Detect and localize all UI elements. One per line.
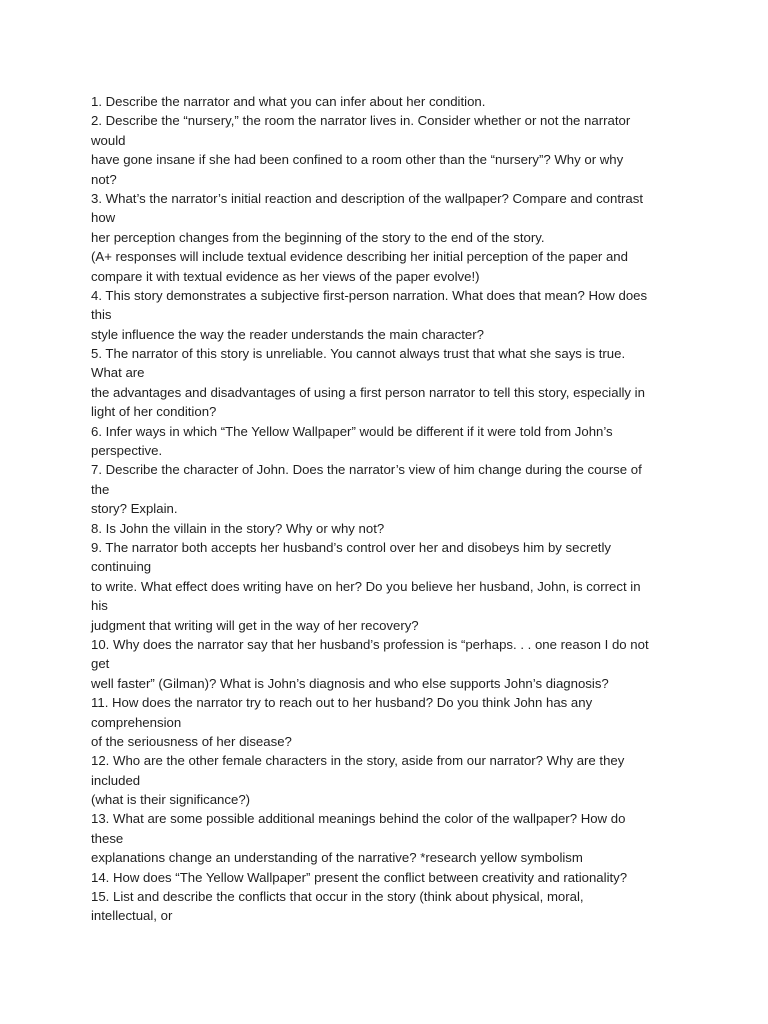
text-line: compare it with textual evidence as her views of the paper evolve!) [91,268,480,284]
text-line: get [91,656,110,672]
text-line: 11. How does the narrator try to reach out to her husband? Do you think John has any [91,695,593,711]
text-line: perspective. [91,443,163,459]
text-line: 9. The narrator both accepts her husband’s control over her and disobeys him by secretly [91,539,611,555]
text-line: 3. What’s the narrator’s initial reaction and description of the wallpaper? Compare and contrast [91,190,643,206]
text-line: have gone insane if she had been confined to a room other than the “nursery”? Why or why [91,152,624,168]
text-line: 13. What are some possible additional meanings behind the color of the wallpaper? How do [91,811,626,827]
text-line: 12. Who are the other female characters in the story, aside from our narrator? Why are they [91,753,625,769]
text-line: intellectual, or [91,908,173,924]
text-line: (what is their significance?) [91,792,251,808]
text-line: 6. Infer ways in which “The Yellow Wallpaper” would be different if it were told from John’s [91,423,613,439]
text-line: light of her condition? [91,404,217,420]
text-line: 1. Describe the narrator and what you can infer about her condition. [91,94,486,109]
text-line: of the seriousness of her disease? [91,733,292,749]
text-line: 8. Is John the villain in the story? Why or why not? [91,520,385,536]
text-line: the [91,481,110,497]
question-list [91,92,691,926]
text-line: explanations change an understanding of the narrative? *research yellow symbolism [91,850,583,866]
text-line: 10. Why does the narrator say that her husband’s profession is “perhaps. . . one reason I do not [91,636,649,652]
text-line: 7. Describe the character of John. Does the narrator’s view of him change during the course of [91,462,642,478]
text-line: 14. How does “The Yellow Wallpaper” present the conflict between creativity and rationality? [91,869,628,885]
text-line: continuing [91,559,152,575]
text-line: included [91,772,141,788]
text-line: not? [91,171,117,187]
text-line: What are [91,365,145,381]
text-line: his [91,598,108,614]
text-line: style influence the way the reader understands the main character? [91,326,484,342]
text-line: 4. This story demonstrates a subjective first-person narration. What does that mean? How does [91,287,648,303]
text-line: well faster” (Gilman)? What is John’s diagnosis and who else supports John’s diagnosis? [91,675,609,691]
text-line: 5. The narrator of this story is unreliable. You cannot always trust that what she says is true. [91,346,626,362]
text-line: story? Explain. [91,501,178,517]
text-line: her perception changes from the beginning of the story to the end of the story. [91,229,545,245]
text-line: this [91,307,112,323]
text-line: 15. List and describe the conflicts that occur in the story (think about physical, moral, [91,889,584,905]
text-line: would [91,132,126,148]
text-line: how [91,210,116,226]
text-line: the advantages and disadvantages of using a first person narrator to tell this story, especially in [91,384,645,400]
text-line: 2. Describe the “nursery,” the room the narrator lives in. Consider whether or not the narrator [91,113,631,129]
text-line: (A+ responses will include textual evidence describing her initial perception of the paper and [91,249,628,265]
text-line: judgment that writing will get in the way of her recovery? [91,617,419,633]
text-line: comprehension [91,714,182,730]
text-line: to write. What effect does writing have on her? Do you believe her husband, John, is correct in [91,578,641,594]
text-line: these [91,830,124,846]
